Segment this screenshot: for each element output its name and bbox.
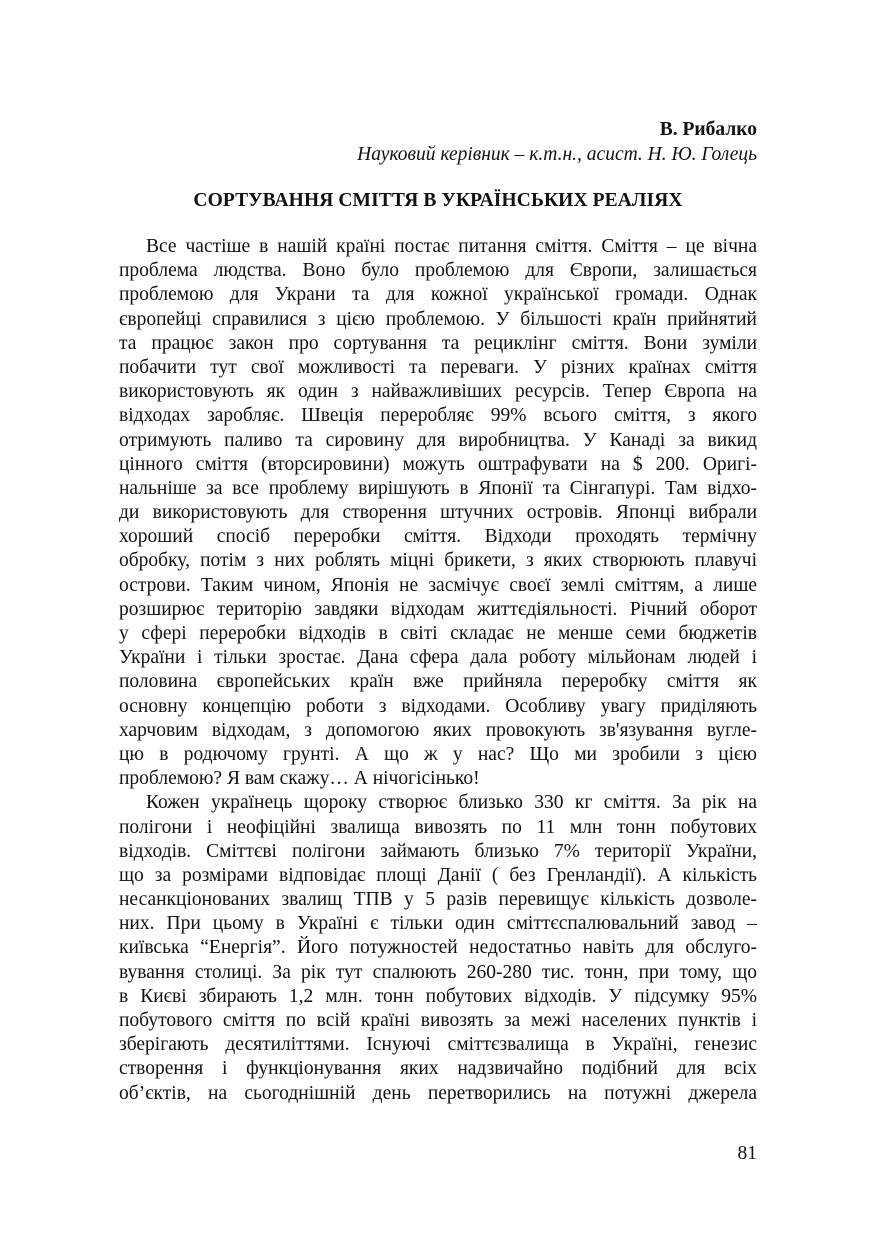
paragraph-2-line: несанкціонованих звалищ ТПВ у 5 разів перевищує кількість дозволе-	[119, 889, 757, 911]
paragraph-1-line: отримують паливо та сировину для виробництва. У Канаді за викид	[119, 429, 757, 451]
paragraph-2-line: зберігають десятиліттями. Існуючі сміттєзвалища в Україні, генезис	[119, 1034, 757, 1056]
paragraph-1-line: острови. Таким чином, Японія не засмічує своєї землі сміттям, а лише	[119, 574, 757, 596]
page-number: 81	[737, 1143, 757, 1164]
paragraph-2-line: київська “Енергія”. Його потужностей недостатньо навіть для обслуго-	[119, 937, 757, 959]
paragraph-2-line: об’єктів, на сьогоднішній день перетворились на потужні джерела	[119, 1082, 757, 1104]
paragraph-1-line: побачити тут свої можливості та переваги. У різних країнах сміття	[119, 356, 757, 378]
supervisor-line: Науковий керівник – к.т.н., асист. Н. Ю. Голець	[357, 144, 757, 165]
paragraph-1-line: цю в родючому грунті. А що ж у нас? Що ми зробили з цією	[119, 743, 757, 765]
paragraph-2-line: відходів. Сміттєві полігони займають близько 7% території України,	[119, 840, 757, 862]
paragraph-1-line: хороший спосіб переробки сміття. Відходи проходять термічну	[119, 526, 757, 548]
paragraph-1-line: європейці справилися з цією проблемою. У більшості країн прийнятий	[119, 308, 757, 330]
article-title: СОРТУВАННЯ СМІТТЯ В УКРАЇНСЬКИХ РЕАЛІЯХ	[193, 190, 683, 211]
author-name: В. Рибалко	[659, 119, 757, 140]
paragraph-1-line: проблемою? Я вам скажу… А нічогісінько!	[119, 768, 480, 790]
paragraph-2-line: Кожен українець щороку створює близько 330 кг сміття. За рік на	[146, 792, 757, 814]
paragraph-1-line: використовують як один з найважливіших ресурсів. Тепер Європа на	[119, 381, 757, 403]
paragraph-1-line: Все частіше в нашій країні постає питання сміття. Сміття – це вічна	[146, 236, 757, 257]
paragraph-1-line: проблема людства. Воно було проблемою для Європи, залишається	[119, 260, 757, 282]
paragraph-1-line: половина європейських країн вже прийняла переробку сміття як	[119, 671, 757, 693]
paragraph-1-line: харчовим відходам, з допомогою яких провокують зв'язування вугле-	[119, 719, 757, 741]
paragraph-2-line: полігони і неофіційні звалища вивозять по 11 млн тонн побутових	[119, 816, 757, 838]
paragraph-2-line: вування столиці. За рік тут спалюють 260-280 тис. тонн, при тому, що	[119, 961, 757, 983]
paragraph-1-line: ди використовують для створення штучних островів. Японці вибрали	[119, 502, 757, 524]
paragraph-2-line: них. При цьому в Україні є тільки один сміттєспалювальний завод –	[119, 913, 757, 935]
paragraph-1-line: та працює закон про сортування та рециклінг сміття. Вони зуміли	[119, 332, 757, 354]
paragraph-1-line: обробку, потім з них роблять міцні брикети, з яких створюють плавучі	[119, 550, 757, 572]
paragraph-1-line: розширює територію завдяки відходам життєдіяльності. Річний оборот	[119, 598, 757, 620]
paragraph-2-line: в Києві збирають 1,2 млн. тонн побутових відходів. У підсумку 95%	[119, 985, 757, 1007]
paragraph-1-line: проблемою для Украни та для кожної української громади. Однак	[119, 284, 757, 306]
paragraph-1-line: у сфері переробки відходів в світі складає не менше семи бюджетів	[119, 623, 757, 644]
paragraph-2-line: що за розмірами відповідає площі Данії ( без Гренландії). А кількість	[119, 864, 757, 886]
paragraph-1-line: основну концепцію роботи з відходами. Особливу увагу приділяють	[119, 695, 757, 717]
paragraph-1-line: відходах заробляє. Швеція переробляє 99% всього сміття, з якого	[119, 405, 757, 427]
paragraph-1-line: цінного сміття (вторсировини) можуть оштрафувати на $ 200. Оригі-	[119, 453, 757, 475]
paragraph-1-line: України і тільки зростає. Дана сфера дала роботу мільйонам людей і	[119, 647, 757, 669]
paragraph-1-line: нальніше за все проблему вирішують в Японії та Сінгапурі. Там відхо-	[119, 477, 757, 499]
paragraph-2-line: побутового сміття по всій країні вивозять за межі населених пунктів і	[119, 1010, 757, 1031]
paragraph-2-line: створення і функціонування яких надзвичайно подібний для всіх	[119, 1058, 757, 1080]
article-body	[119, 235, 757, 1106]
